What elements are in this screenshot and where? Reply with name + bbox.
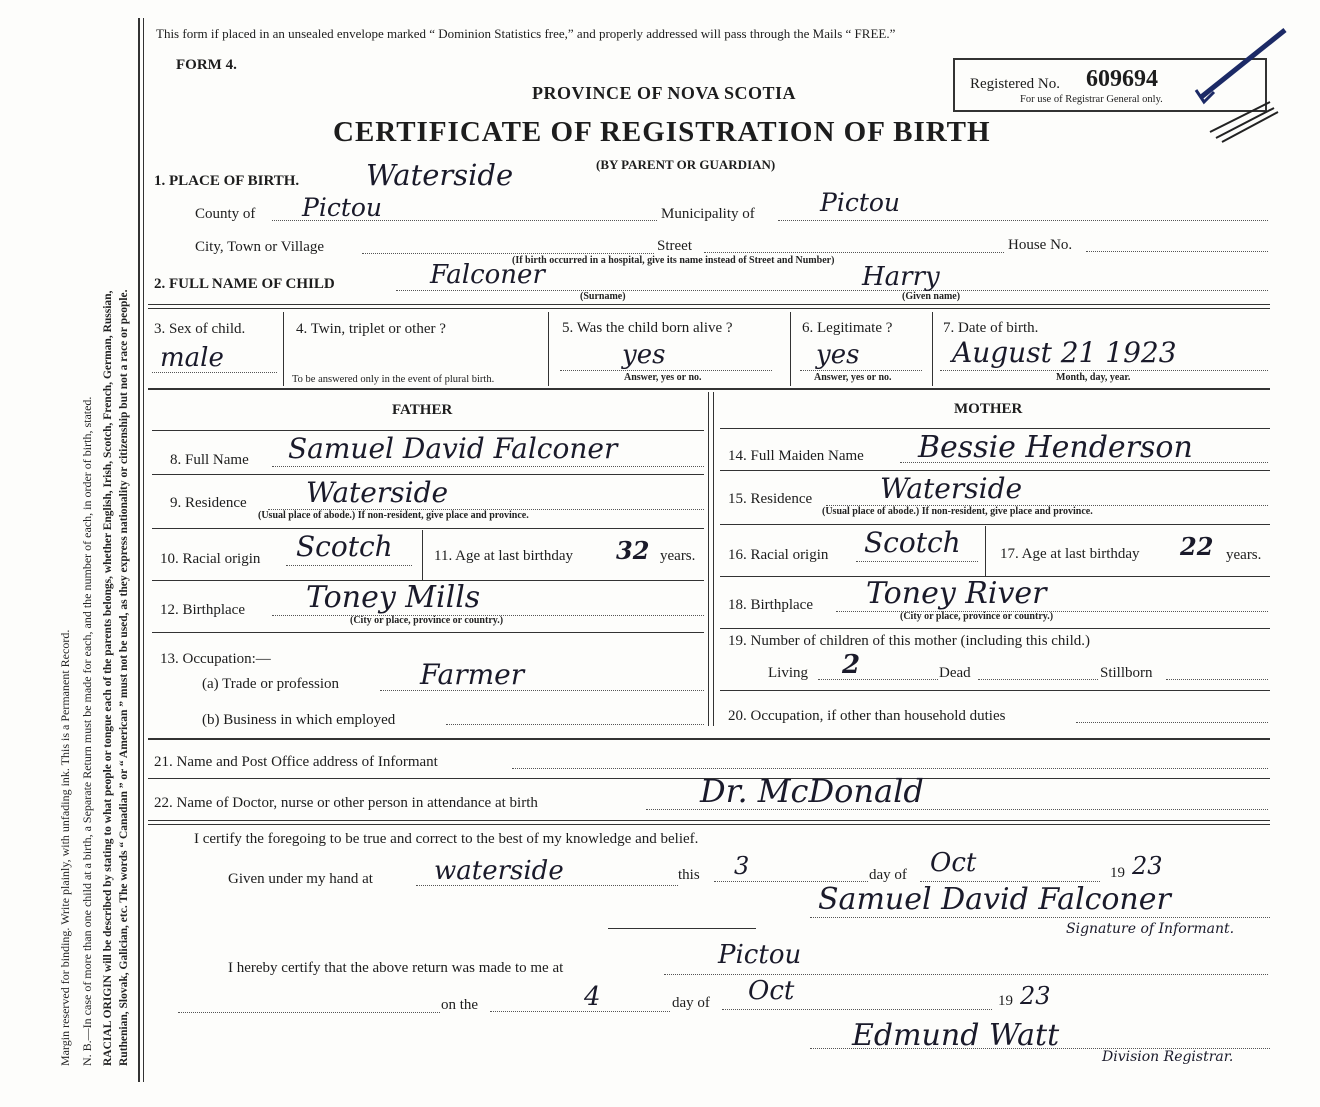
mother-heading: MOTHER xyxy=(954,401,1023,417)
city-line xyxy=(362,253,654,254)
municipality-label: Municipality of xyxy=(661,206,755,222)
father-race-line xyxy=(286,565,412,566)
father-occupation-label: 13. Occupation:— xyxy=(160,651,271,667)
house-label: House No. xyxy=(1008,237,1073,253)
row-rule xyxy=(720,470,1270,471)
legitimate-line xyxy=(800,370,922,371)
father-age-unit: years. xyxy=(660,548,696,564)
margin-note-nb: N. B.—In case of more than one child at a birth, a Separate Return must be made for each, and the number of each, in order of birth, stated. xyxy=(80,396,94,1066)
reg-year-prefix: 19 xyxy=(998,993,1013,1009)
father-trade-value: Farmer xyxy=(420,658,525,691)
divider xyxy=(422,530,423,580)
reg-day-of-label: day of xyxy=(672,995,710,1011)
child-name-line xyxy=(396,290,1268,291)
form-number: FORM 4. xyxy=(176,57,237,73)
reg-month-value: Oct xyxy=(748,976,795,1006)
margin-note-racial-origin: RACIAL ORIGIN will be described by stating to what people or tongue each of the parents belongs, whether English, Irish, Scotch, French, German, Russian, xyxy=(102,290,114,1066)
informant-label: 21. Name and Post Office address of Informant xyxy=(154,754,438,770)
registrar-use-note: For use of Registrar General only. xyxy=(1020,94,1163,105)
sex-value: male xyxy=(160,343,224,373)
mother-occupation-label: 20. Occupation, if other than household duties xyxy=(728,708,1006,724)
county-value: Pictou xyxy=(302,193,383,222)
section-rule-2 xyxy=(148,308,1270,309)
row-rule xyxy=(152,474,704,475)
house-line xyxy=(1086,251,1268,252)
child-given-value: Harry xyxy=(862,262,940,292)
mother-residence-value: Waterside xyxy=(880,472,1023,505)
surname-caption: (Surname) xyxy=(580,291,626,302)
mother-age-label: 17. Age at last birthday xyxy=(1000,546,1140,562)
dob-value: August 21 1923 xyxy=(952,336,1177,369)
month-value: Oct xyxy=(930,848,977,878)
divider xyxy=(985,526,986,576)
margin-note-binding: Margin reserved for binding. Write plainly, with unfading ink. This is a Permanent Record. xyxy=(58,629,72,1066)
registrar-caption: Division Registrar. xyxy=(1102,1049,1234,1065)
dob-caption: Month, day, year. xyxy=(1056,372,1131,383)
row-rule xyxy=(720,690,1270,691)
mother-race-label: 16. Racial origin xyxy=(728,547,829,563)
twin-note: To be answered only in the event of plural birth. xyxy=(292,374,495,385)
given-place-value: waterside xyxy=(434,856,564,886)
informant-signature-line xyxy=(810,917,1270,918)
divider xyxy=(790,312,791,386)
father-birthplace-value: Toney Mills xyxy=(306,580,481,615)
row-rule xyxy=(152,430,704,431)
father-business-line xyxy=(446,724,704,725)
father-business-label: (b) Business in which employed xyxy=(202,712,396,728)
mother-race-line xyxy=(856,561,978,562)
dob-label: 7. Date of birth. xyxy=(943,320,1039,336)
registrar-place-value: Pictou xyxy=(718,940,802,970)
county-label: County of xyxy=(195,206,256,222)
informant-line xyxy=(512,768,1268,769)
place-of-birth-value: Waterside xyxy=(366,158,514,192)
mother-name-label: 14. Full Maiden Name xyxy=(728,448,864,464)
reg-year-value: 23 xyxy=(1020,982,1051,1010)
reg-day-value: 4 xyxy=(584,982,601,1012)
row-rule xyxy=(720,524,1270,525)
section-rule xyxy=(148,738,1270,740)
father-heading: FATHER xyxy=(392,402,453,418)
alive-line xyxy=(560,370,772,371)
dob-line xyxy=(940,370,1268,371)
on-the-leadin-line xyxy=(178,1012,440,1013)
this-label: this xyxy=(678,867,700,883)
twin-label: 4. Twin, triplet or other ? xyxy=(296,321,446,337)
row-rule xyxy=(720,428,1270,429)
registered-label: Registered No. xyxy=(970,76,1060,92)
certify-statement: I certify the foregoing to be true and correct to the best of my knowledge and belief. xyxy=(194,831,699,847)
street-label: Street xyxy=(657,238,692,254)
mother-age-unit: years. xyxy=(1226,547,1262,563)
father-residence-value: Waterside xyxy=(306,476,449,509)
registrar-signature: Edmund Watt xyxy=(852,1018,1060,1053)
father-name-label: 8. Full Name xyxy=(170,452,249,468)
informant-signature: Samuel David Falconer xyxy=(818,882,1171,917)
margin-note-racial-words: Ruthenian, Slovak, Galician, etc. The words “ Canadian ” or “ American ” must not be used, as they express nationality or citizenship but not a race or people. xyxy=(118,289,130,1066)
father-trade-label: (a) Trade or profession xyxy=(202,676,340,692)
province-heading: PROVINCE OF NOVA SCOTIA xyxy=(532,83,797,103)
living-label: Living xyxy=(768,665,808,681)
mother-children-label: 19. Number of children of this mother (including this child.) xyxy=(728,633,1091,649)
child-name-label: 2. FULL NAME OF CHILD xyxy=(154,276,335,292)
mother-name-value: Bessie Henderson xyxy=(918,430,1193,465)
year-prefix: 19 xyxy=(1110,865,1125,881)
place-of-birth-label: 1. PLACE OF BIRTH. xyxy=(154,173,300,189)
father-name-value: Samuel David Falconer xyxy=(288,432,618,465)
child-surname-value: Falconer xyxy=(430,260,545,290)
doctor-value: Dr. McDonald xyxy=(700,772,924,810)
on-the-label: on the xyxy=(441,997,479,1013)
hospital-note: (If birth occurred in a hospital, give its name instead of Street and Number) xyxy=(512,255,835,266)
reg-month-line xyxy=(722,1009,992,1010)
mother-age-value: 22 xyxy=(1180,532,1214,561)
registrar-place-line xyxy=(664,974,1268,975)
margin-rule-inner xyxy=(143,18,144,1082)
day-value: 3 xyxy=(734,852,750,880)
mother-birthplace-label: 18. Birthplace xyxy=(728,597,813,613)
dead-line xyxy=(978,679,1098,680)
father-race-value: Scotch xyxy=(296,530,393,563)
column-divider-2 xyxy=(713,392,714,726)
row-rule xyxy=(720,628,1270,629)
section-rule xyxy=(148,304,1270,305)
divider xyxy=(548,312,549,386)
given-label: Given under my hand at xyxy=(228,871,373,887)
father-residence-note: (Usual place of abode.) If non-resident, give place and province. xyxy=(258,510,529,521)
alive-value: yes xyxy=(622,340,666,370)
registered-number: 609694 xyxy=(1086,66,1158,92)
living-line xyxy=(818,679,938,680)
street-line xyxy=(704,252,1004,253)
year-value: 23 xyxy=(1132,852,1163,880)
certificate-subtitle: (BY PARENT OR GUARDIAN) xyxy=(596,157,776,172)
municipality-line xyxy=(778,220,1268,221)
mother-birthplace-note: (City or place, province or country.) xyxy=(900,611,1054,622)
doctor-label: 22. Name of Doctor, nurse or other person in attendance at birth xyxy=(154,795,538,811)
father-age-value: 32 xyxy=(616,536,650,565)
row-rule xyxy=(152,632,704,633)
legitimate-caption: Answer, yes or no. xyxy=(814,372,892,383)
alive-caption: Answer, yes or no. xyxy=(624,372,702,383)
city-label: City, Town or Village xyxy=(195,239,325,255)
day-of-label: day of xyxy=(869,867,907,883)
father-name-line xyxy=(272,466,704,467)
column-divider xyxy=(708,392,709,726)
father-birthplace-note: (City or place, province or country.) xyxy=(350,615,504,626)
reg-day-line xyxy=(490,1011,670,1012)
margin-rule xyxy=(138,18,140,1082)
legitimate-label: 6. Legitimate ? xyxy=(802,320,893,336)
dead-label: Dead xyxy=(939,665,971,681)
mother-race-value: Scotch xyxy=(864,526,961,559)
given-caption: (Given name) xyxy=(902,291,961,302)
registrar-statement: I hereby certify that the above return was made to me at xyxy=(228,960,564,976)
mother-birthplace-value: Toney River xyxy=(866,576,1047,611)
municipality-value: Pictou xyxy=(820,188,901,217)
mother-occupation-line xyxy=(1076,722,1268,723)
mail-note: This form if placed in an unsealed envelope marked “ Dominion Statistics free,” and properly addressed will pass through the Mails “ FREE.” xyxy=(156,26,896,41)
certificate-title: CERTIFICATE OF REGISTRATION OF BIRTH xyxy=(333,116,991,148)
father-race-label: 10. Racial origin xyxy=(160,551,261,567)
father-birthplace-label: 12. Birthplace xyxy=(160,602,245,618)
mother-residence-note: (Usual place of abode.) If non-resident, give place and province. xyxy=(822,506,1093,517)
legitimate-value: yes xyxy=(816,340,860,370)
living-value: 2 xyxy=(842,650,861,680)
section-rule xyxy=(148,820,1270,821)
sex-label: 3. Sex of child. xyxy=(154,321,246,337)
section-rule xyxy=(148,388,1270,390)
row-rule xyxy=(152,528,704,529)
section-rule-2 xyxy=(148,824,1270,825)
separator xyxy=(608,928,756,929)
father-age-label: 11. Age at last birthday xyxy=(434,548,573,564)
divider xyxy=(283,312,284,386)
check-mark-icon xyxy=(1190,20,1310,150)
informant-signature-caption: Signature of Informant. xyxy=(1066,921,1235,937)
stillborn-line xyxy=(1166,679,1268,680)
mother-residence-label: 15. Residence xyxy=(728,491,813,507)
stillborn-label: Stillborn xyxy=(1100,665,1153,681)
divider xyxy=(932,312,933,386)
alive-label: 5. Was the child born alive ? xyxy=(562,320,733,336)
father-residence-label: 9. Residence xyxy=(170,495,247,511)
